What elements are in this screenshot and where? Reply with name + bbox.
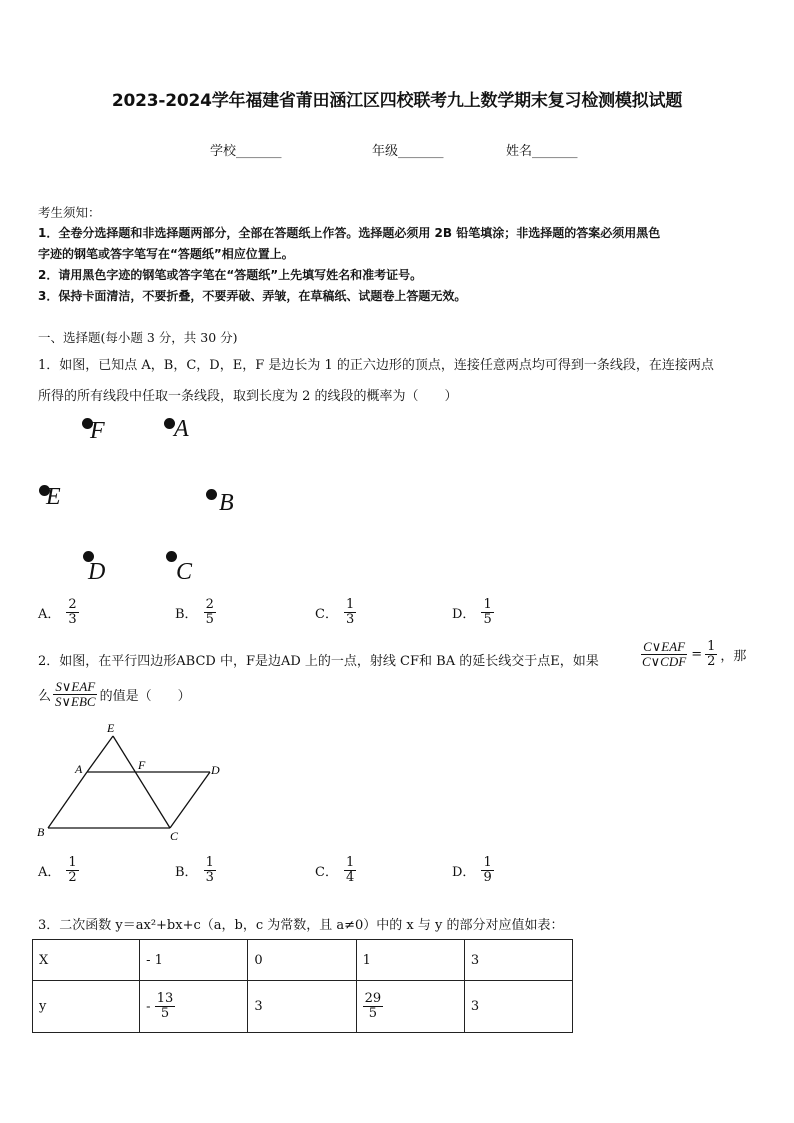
vertex-e-label: E [107,721,115,735]
point-e-label: E [46,484,61,510]
option-fraction: $\frac{1}{5}$ [483,597,492,628]
q1-line1: 1．如图，已知点 A，B，C，D，E，F 是边长为 1 的正六边形的顶点，连接任意两点均可得到一条线段，在连接两点 [38,358,714,373]
option-label: B． [175,607,198,623]
table-row-y [33,981,573,1033]
q2-option-a[interactable] [38,856,79,886]
vertex-b-label: B [37,825,45,839]
y3-fraction: $\frac{29}{5}$ [364,990,382,1021]
q3-line1: 3．二次函数 y＝ax²+bx+c（a，b，c 为常数，且 a≠0）中的 x 与 y 的部分对应值如表： [38,918,564,933]
point-f-label: F [90,418,105,444]
q1-line2: 所得的所有线段中任取一条线段，取到长度为 2 的线段的概率为（ ） [38,389,458,404]
grade-field: 年级_______ [372,144,444,159]
table-cell: y [33,981,140,1033]
vertex-f-label: F [138,758,146,772]
neg-sign: - [146,999,151,1014]
notice-line2: 2．请用黑色字迹的钢笔或答字笔在“答题纸”上先填写姓名和准考证号。 [38,268,423,282]
notice-line1a: 1．全卷分选择题和非选择题两部分，全部在答题纸上作答。选择题必须用 2B 铅笔填涂；非选择题的答案必须用黑色 [38,226,661,240]
option-fraction: $\frac{1}{3}$ [205,855,214,886]
table-cell: 3 [248,981,356,1033]
y1-fraction: $\frac{13}{5}$ [156,990,174,1021]
option-label: C． [315,607,338,623]
school-field: 学校_______ [210,144,282,159]
q1-option-d[interactable] [452,598,494,628]
edge-ba [48,772,87,828]
point-b-label: B [219,490,234,516]
half-fraction: $\frac{1}{2}$ [707,639,716,670]
option-label: C． [315,865,338,881]
q2-line2-pre: 么 [38,689,52,705]
vertex-c-label: C [170,829,179,843]
table-cell: X [33,940,140,981]
notice-line1b: 字迹的钢笔或答字笔写在“答题纸”相应位置上。 [38,247,294,261]
q2-line2 [38,680,191,710]
option-fraction: $\frac{1}{4}$ [345,855,355,886]
table-cell: 3 [464,940,572,981]
edge-ec [113,736,170,828]
name-field: 姓名_______ [506,144,578,159]
vertex-d-label: D [211,763,220,777]
option-label: A． [38,607,61,623]
point-b-dot [206,489,217,500]
table-cell: 0 [248,940,356,981]
q2-option-c[interactable] [315,856,356,886]
option-label: A． [38,865,61,881]
q2-line1-tail: ，那 [720,649,747,665]
area-ratio-fraction: $\frac{\text{S∨EAF}}{\text{S∨EBC}}$ [55,679,96,710]
q1-option-b[interactable] [175,598,216,628]
page-title: 2023-2024学年福建省莆田涵江区四校联考九上数学期末复习检测模拟试题 [111,91,683,111]
equals-sign: = [691,647,703,663]
q2-ratio-expression [640,640,746,670]
edge-dc [170,772,210,828]
table-cell [140,981,248,1033]
q1-option-a[interactable] [38,598,79,628]
table-row-x [33,940,573,981]
option-fraction: $\frac{1}{3}$ [345,597,355,628]
q2-line1: 2．如图，在平行四边形ABCD 中，F是边AD 上的一点，射线 CF和 BA 的延长线交于点E，如果 [38,654,599,669]
option-fraction: $\frac{1}{9}$ [483,855,492,886]
option-fraction: $\frac{2}{5}$ [205,597,214,628]
value-table [32,939,573,1033]
option-label: D． [452,607,476,623]
notice-heading: 考生须知： [38,205,101,220]
option-label: D． [452,865,476,881]
point-a-label: A [174,416,189,442]
option-fraction: $\frac{2}{3}$ [68,597,77,628]
q2-option-d[interactable] [452,856,494,886]
point-d-label: D [88,559,106,585]
table-cell: 3 [464,981,572,1033]
point-c-label: C [176,559,193,585]
table-cell: 1 [356,940,464,981]
q2-parallelogram-figure [30,718,230,846]
q2-option-b[interactable] [175,856,216,886]
q1-option-c[interactable] [315,598,356,628]
edge-ae [87,736,113,772]
table-cell [356,981,464,1033]
section-heading: 一、选择题(每小题 3 分，共 30 分) [38,330,238,345]
notice-line3: 3．保持卡面清洁，不要折叠，不要弄破、弄皱，在草稿纸、试题卷上答题无效。 [38,289,467,303]
q2-line2-post: 的值是（ ） [99,689,191,705]
option-fraction: $\frac{1}{2}$ [68,855,77,886]
option-label: B． [175,865,198,881]
ratio-fraction: $\frac{\text{C∨EAF}}{\text{C∨CDF}}$ [642,639,687,670]
table-cell: - 1 [140,940,248,981]
vertex-a-label: A [75,762,83,776]
